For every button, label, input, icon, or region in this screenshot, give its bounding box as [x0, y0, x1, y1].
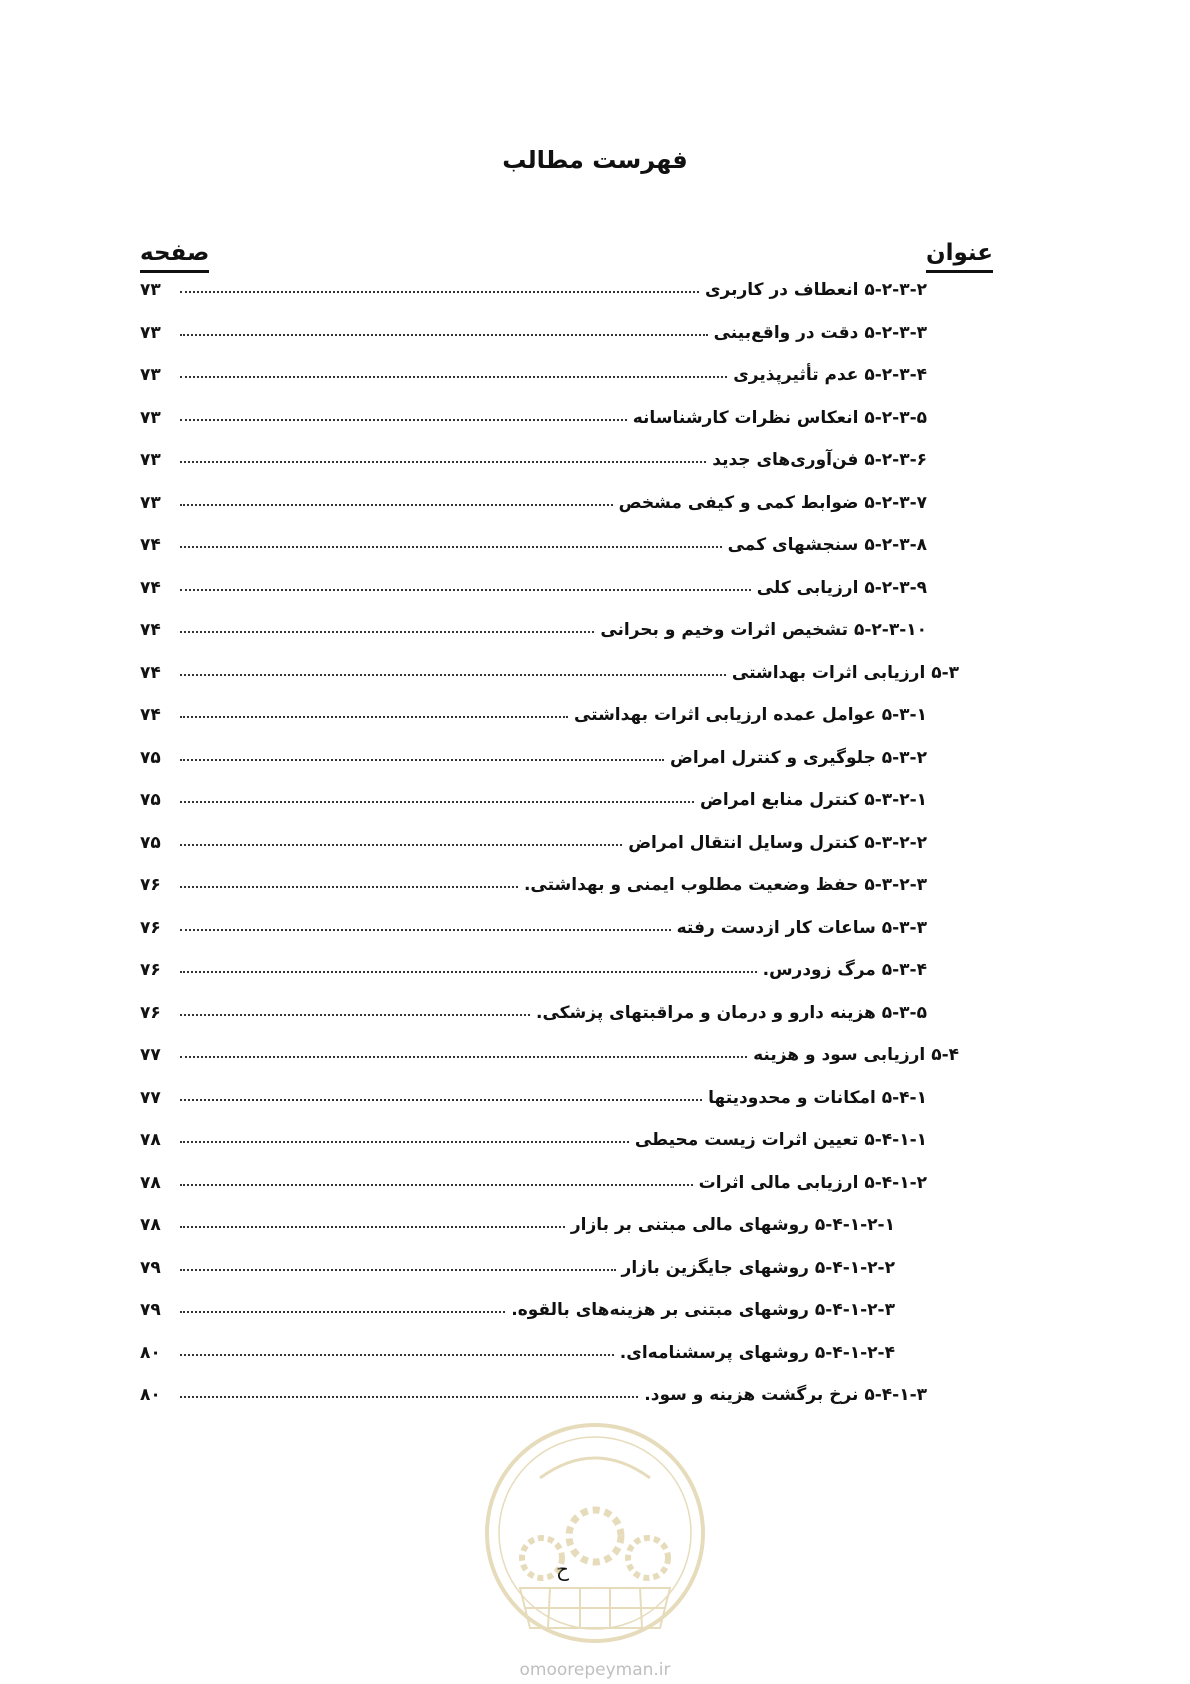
toc-entry-title: ۵-۳-۲-۳ حفظ وضعیت مطلوب ایمنی و بهداشتی.: [523, 875, 927, 895]
toc-entry-title: ۵-۳-۳ ساعات کار ازدست رفته: [676, 917, 927, 938]
toc-entry: [140, 865, 927, 895]
toc-entry-title: ۵-۲-۳-۴ عدم تأثیرپذیری: [733, 365, 927, 385]
dot-leader: [180, 1099, 702, 1101]
toc-entry: [140, 610, 927, 640]
watermark-url: omoorepeyman.ir: [519, 1660, 671, 1680]
toc-entry-page: ۷۳: [140, 450, 161, 470]
toc-entry-page: ۷۳: [140, 322, 161, 343]
toc-entry-page: ۷۹: [140, 1257, 161, 1278]
toc-entry-page: ۷۶: [140, 960, 161, 980]
watermark-seal-icon: [480, 1418, 710, 1648]
toc-entry-page: ۷۷: [140, 1045, 161, 1065]
toc-entry: [140, 313, 927, 343]
toc-entry: [140, 1205, 895, 1235]
toc-entry: [140, 993, 927, 1023]
toc-entry-title: ۵-۳ ارزیابی اثرات بهداشتی: [731, 662, 959, 683]
toc-entry-page: ۷۳: [140, 280, 161, 300]
dot-leader: [180, 1184, 693, 1186]
toc-entry-title: ۵-۳-۴ مرگ زودرس.: [762, 960, 927, 980]
toc-entry-title: ۵-۴-۱-۲ ارزیابی مالی اثرات: [698, 1172, 927, 1193]
toc-entry: [140, 398, 927, 428]
toc-entry-page: ۷۷: [140, 1087, 161, 1108]
toc-entry: [140, 1248, 895, 1278]
dot-leader: [180, 461, 706, 463]
dot-leader: [180, 1226, 565, 1228]
toc-entry: [140, 1333, 895, 1363]
page-column-header: صفحه: [140, 240, 209, 273]
toc-entry-title: ۵-۳-۱ عوامل عمده ارزیابی اثرات بهداشتی: [573, 705, 927, 725]
toc-entry-page: ۷۳: [140, 492, 161, 513]
toc-entry-page: ۷۵: [140, 790, 161, 810]
toc-entry: [140, 738, 927, 768]
toc-entry-page: ۷۶: [140, 1002, 161, 1023]
toc-entry-page: ۷۴: [140, 577, 161, 598]
toc-entry-page: ۷۵: [140, 747, 161, 768]
toc-entry: [140, 780, 927, 810]
toc-entry: [140, 270, 927, 300]
toc-entry: [140, 823, 927, 853]
toc-entry: [140, 1290, 895, 1320]
toc-entry-title: ۵-۳-۲ جلوگیری و کنترل امراض: [669, 747, 927, 768]
dot-leader: [180, 886, 518, 888]
toc-entry-title: ۵-۲-۳-۱۰ تشخیص اثرات وخیم و بحرانی: [600, 620, 927, 640]
dot-leader: [180, 589, 751, 591]
toc-entry-title: ۵-۲-۳-۷ ضوابط کمی و کیفی مشخص: [618, 492, 927, 513]
dot-leader: [180, 971, 757, 973]
title-column-header: عنوان: [926, 240, 993, 273]
dot-leader: [180, 1014, 530, 1016]
dot-leader: [180, 716, 568, 718]
toc-entry-page: ۷۶: [140, 917, 161, 938]
dot-leader: [180, 1269, 616, 1271]
toc-entry-title: ۵-۴-۱-۳ نرخ برگشت هزینه و سود.: [644, 1385, 927, 1405]
page-title: فهرست مطالب: [502, 146, 688, 174]
dot-leader: [180, 1056, 747, 1058]
toc-entry: [140, 1120, 927, 1150]
toc-entry-title: ۵-۴-۱-۱ تعیین اثرات زیست محیطی: [634, 1130, 927, 1150]
dot-leader: [180, 1311, 505, 1313]
toc-entry: [140, 653, 959, 683]
toc-entry-page: ۷۴: [140, 705, 161, 725]
toc-entry-page: ۷۴: [140, 620, 161, 640]
toc-entry: [140, 1163, 927, 1193]
page-number: ح: [556, 1557, 569, 1581]
toc-entry-page: ۸۰: [140, 1342, 161, 1363]
toc-entry: [140, 908, 927, 938]
toc-entry-page: ۷۳: [140, 407, 161, 428]
toc-entry-title: ۵-۳-۲-۲ کنترل وسایل انتقال امراض: [628, 832, 927, 853]
dot-leader: [180, 674, 726, 676]
toc-entry-title: ۵-۴-۱-۲-۱ روشهای مالی مبتنی بر بازار: [570, 1215, 895, 1235]
toc-entry-title: ۵-۴-۱-۲-۴ روشهای پرسشنامه‌ای.: [619, 1342, 895, 1363]
dot-leader: [180, 1141, 629, 1143]
toc-entry: [140, 1375, 927, 1405]
toc-entry-page: ۷۳: [140, 365, 161, 385]
toc-entry-title: ۵-۲-۳-۵ انعکاس نظرات کارشناسانه: [632, 407, 927, 428]
dot-leader: [180, 631, 594, 633]
toc-entry: [140, 950, 927, 980]
dot-leader: [180, 1354, 614, 1356]
toc-entry-page: ۷۹: [140, 1300, 161, 1320]
toc-entry: [140, 483, 927, 513]
dot-leader: [180, 546, 722, 548]
dot-leader: [180, 291, 699, 293]
toc-entry: [140, 1035, 959, 1065]
dot-leader: [180, 801, 694, 803]
toc-entry-page: ۷۸: [140, 1172, 161, 1193]
toc-entry-page: ۷۶: [140, 875, 161, 895]
toc-entry-title: ۵-۲-۳-۲ انعطاف در کاربری: [704, 280, 927, 300]
dot-leader: [180, 376, 727, 378]
toc-entry-title: ۵-۴ ارزیابی سود و هزینه: [753, 1045, 959, 1065]
toc-entry-page: ۷۴: [140, 662, 161, 683]
toc-entry: [140, 568, 927, 598]
toc-entry-title: ۵-۴-۱-۲-۳ روشهای مبتنی بر هزینه‌های بالقوه.: [511, 1300, 895, 1320]
toc-entry-title: ۵-۴-۱-۲-۲ روشهای جایگزین بازار: [621, 1257, 895, 1278]
dot-leader: [180, 844, 622, 846]
dot-leader: [180, 929, 671, 931]
toc-entry: [140, 525, 927, 555]
toc-entry-title: ۵-۳-۲-۱ کنترل منابع امراض: [700, 790, 927, 810]
toc-entry: [140, 355, 927, 385]
dot-leader: [180, 419, 627, 421]
toc-entry-title: ۵-۳-۵ هزینه دارو و درمان و مراقبتهای پزشکی.: [536, 1002, 927, 1023]
toc-entry-title: ۵-۲-۳-۳ دقت در واقع‌بینی: [713, 322, 927, 343]
dot-leader: [180, 334, 708, 336]
toc-entry: [140, 440, 927, 470]
toc-entry: [140, 695, 927, 725]
toc-entry-page: ۷۸: [140, 1215, 161, 1235]
toc-entry: [140, 1078, 927, 1108]
toc-entry-page: ۷۸: [140, 1130, 161, 1150]
dot-leader: [180, 759, 664, 761]
dot-leader: [180, 1396, 638, 1398]
toc-entry-title: ۵-۲-۳-۸ سنجشهای کمی: [727, 535, 927, 555]
toc-entry-page: ۷۵: [140, 832, 161, 853]
toc-entry-title: ۵-۲-۳-۹ ارزیابی کلی: [756, 577, 927, 598]
toc-entry-title: ۵-۲-۳-۶ فن‌آوری‌های جدید: [712, 450, 927, 470]
toc-entry-page: ۷۴: [140, 535, 161, 555]
toc-entry-title: ۵-۴-۱ امکانات و محدودیتها: [708, 1087, 927, 1108]
toc-entry-page: ۸۰: [140, 1385, 161, 1405]
dot-leader: [180, 504, 613, 506]
